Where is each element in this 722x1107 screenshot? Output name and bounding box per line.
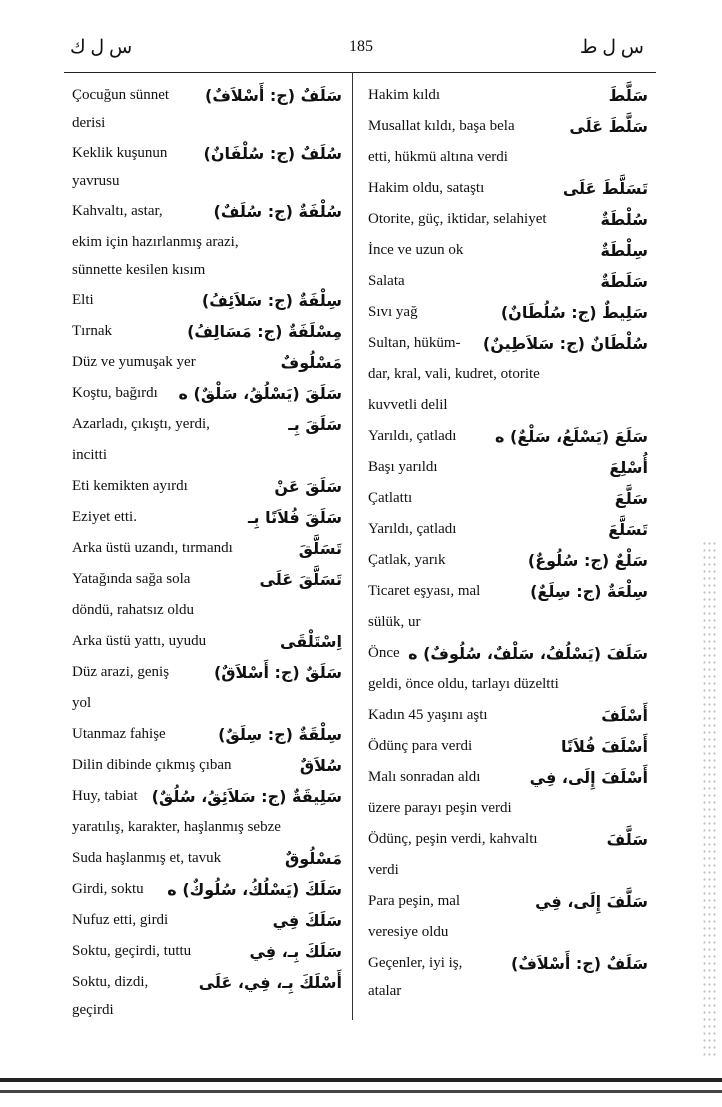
dictionary-line bbox=[72, 347, 342, 378]
dictionary-line bbox=[368, 576, 648, 607]
turkish-meaning: Hakim kıldı bbox=[368, 87, 441, 103]
arabic-headword: سُلاَقٌ bbox=[299, 756, 342, 775]
dictionary-line bbox=[72, 502, 342, 533]
turkish-meaning: geldi, önce oldu, tarlayı düzeltti bbox=[368, 676, 559, 692]
arabic-headword: سَلَّطَ عَلَى bbox=[569, 117, 648, 136]
dictionary-line bbox=[72, 316, 342, 347]
dictionary-line bbox=[368, 297, 648, 328]
dictionary-line bbox=[368, 359, 648, 390]
arabic-headword: أَسْلَفَ bbox=[601, 706, 648, 725]
turkish-meaning: Para peşin, mal bbox=[368, 893, 461, 909]
arabic-headword: سَلِيقَةٌ (ج: سَلاَئِقُ، سُلُقٌ) bbox=[151, 787, 342, 806]
arabic-headword: سُلْفَةٌ (ج: سُلَفٌ) bbox=[213, 202, 342, 221]
turkish-meaning: Soktu, geçirdi, tuttu bbox=[72, 943, 192, 959]
dictionary-line bbox=[72, 781, 342, 812]
arabic-headword: سِلْقَةٌ (ج: سِلَقٌ) bbox=[218, 725, 342, 744]
bottom-rule-lower bbox=[0, 1090, 722, 1093]
dictionary-line bbox=[368, 700, 648, 731]
turkish-meaning: incitti bbox=[72, 447, 107, 463]
arabic-headword: سَلَّفَ bbox=[606, 830, 648, 849]
dictionary-line bbox=[368, 204, 648, 235]
turkish-meaning: Önce bbox=[368, 645, 400, 661]
dictionary-line bbox=[72, 378, 342, 409]
header-rule bbox=[64, 72, 656, 73]
turkish-meaning: Yatağında sağa sola bbox=[72, 571, 191, 587]
arabic-headword: سَلَكَ بِـ، فِي bbox=[249, 942, 342, 961]
arabic-headword: سَلَقٌ (ج: أَسْلاَقٌ) bbox=[213, 663, 342, 682]
arabic-headword: تَسَلَّعَ bbox=[608, 520, 648, 539]
turkish-meaning: Arka üstü yattı, uyudu bbox=[72, 633, 207, 649]
arabic-headword: مَسْلُوقٌ bbox=[284, 849, 342, 868]
turkish-meaning: dar, kral, vali, kudret, otorite bbox=[368, 366, 540, 382]
turkish-meaning: Malı sonradan aldı bbox=[368, 769, 481, 785]
turkish-meaning: Eziyet etti. bbox=[72, 509, 137, 525]
arabic-headword: تَسَلَّقَ عَلَى bbox=[259, 570, 342, 589]
dictionary-line bbox=[368, 638, 648, 669]
turkish-meaning: döndü, rahatsız oldu bbox=[72, 602, 195, 618]
arabic-headword: سَلَطَةٌ bbox=[600, 272, 648, 291]
turkish-meaning: yavrusu bbox=[72, 173, 120, 189]
turkish-meaning: Dilin dibinde çıkmış çıban bbox=[72, 757, 232, 773]
turkish-meaning: Arka üstü uzandı, tırmandı bbox=[72, 540, 233, 556]
turkish-meaning: Koştu, bağırdı bbox=[72, 385, 158, 401]
dictionary-line bbox=[368, 514, 648, 545]
dictionary-line bbox=[368, 762, 648, 793]
dictionary-line bbox=[368, 669, 648, 700]
dictionary-line bbox=[72, 874, 342, 905]
header-root-left: س ل ك bbox=[70, 37, 133, 58]
turkish-meaning: Düz arazi, geniş bbox=[72, 664, 170, 680]
dictionary-line bbox=[368, 607, 648, 638]
column-divider bbox=[352, 72, 353, 1020]
scan-noise bbox=[702, 540, 716, 1060]
dictionary-line bbox=[368, 948, 648, 979]
arabic-headword: سَلَقَ فُلاَنًا بِـ bbox=[248, 508, 342, 527]
arabic-headword: أَسْلَفَ إِلَى، فِي bbox=[529, 768, 648, 787]
turkish-meaning: Kadın 45 yaşını aştı bbox=[368, 707, 488, 723]
turkish-meaning: Yarıldı, çatladı bbox=[368, 521, 457, 537]
turkish-meaning: etti, hükmü altına verdi bbox=[368, 149, 508, 165]
turkish-meaning: Soktu, dizdi, bbox=[72, 974, 149, 990]
dictionary-line bbox=[72, 564, 342, 595]
dictionary-line bbox=[368, 855, 648, 886]
arabic-headword: سَلَفٌ (ج: أَسْلاَفٌ) bbox=[205, 86, 342, 105]
turkish-meaning: Salata bbox=[368, 273, 405, 289]
arabic-headword: سَلَّطَ bbox=[608, 86, 648, 105]
dictionary-line bbox=[72, 440, 342, 471]
arabic-headword: سَلِيطٌ (ج: سُلُطَانٌ) bbox=[500, 303, 648, 322]
turkish-meaning: ekim için hazırlanmış arazi, bbox=[72, 234, 239, 250]
dictionary-line bbox=[368, 235, 648, 266]
dictionary-line bbox=[368, 545, 648, 576]
dictionary-line bbox=[368, 824, 648, 855]
dictionary-line bbox=[72, 936, 342, 967]
dictionary-line bbox=[72, 138, 342, 169]
arabic-headword: سَلَعَ (يَسْلَعُ، سَلْعٌ) ه bbox=[495, 427, 648, 446]
turkish-meaning: Hakim oldu, sataştı bbox=[368, 180, 485, 196]
turkish-meaning: Ödünç, peşin verdi, kahvaltı bbox=[368, 831, 538, 847]
dictionary-line bbox=[368, 173, 648, 204]
arabic-headword: أُسْلِعَ bbox=[609, 458, 648, 477]
right-column bbox=[368, 80, 648, 1006]
turkish-meaning: Geçenler, iyi iş, bbox=[368, 955, 463, 971]
dictionary-line bbox=[72, 812, 342, 843]
arabic-headword: سَلَكَ (يَسْلُكُ، سُلُوكٌ) ه bbox=[167, 880, 342, 899]
turkish-meaning: verdi bbox=[368, 862, 399, 878]
turkish-meaning: veresiye oldu bbox=[368, 924, 449, 940]
turkish-meaning: sünnette kesilen kısım bbox=[72, 262, 206, 278]
dictionary-line bbox=[368, 979, 648, 1006]
arabic-headword: سِلْعَةٌ (ج: سِلَعٌ) bbox=[530, 582, 648, 601]
turkish-meaning: Nufuz etti, girdi bbox=[72, 912, 169, 928]
dictionary-line bbox=[72, 998, 342, 1025]
dictionary-line bbox=[72, 258, 342, 285]
arabic-headword: سَلَقَ (يَسْلُقُ، سَلْقٌ) ه bbox=[178, 384, 342, 403]
turkish-meaning: geçirdi bbox=[72, 1002, 114, 1018]
dictionary-line bbox=[72, 688, 342, 719]
dictionary-line bbox=[368, 390, 648, 421]
dictionary-line bbox=[72, 196, 342, 227]
turkish-meaning: kuvvetli delil bbox=[368, 397, 448, 413]
arabic-headword: سَلَّعَ bbox=[614, 489, 648, 508]
arabic-headword: تَسَلَّطَ عَلَى bbox=[562, 179, 648, 198]
arabic-headword: سَلَقَ بِـ bbox=[288, 415, 342, 434]
arabic-headword: سَلَقَ عَنْ bbox=[274, 477, 342, 496]
turkish-meaning: Azarladı, çıkıştı, yerdi, bbox=[72, 416, 210, 432]
dictionary-line bbox=[368, 421, 648, 452]
dictionary-line bbox=[72, 533, 342, 564]
arabic-headword: أَسْلَفَ فُلاَنًا bbox=[560, 737, 648, 756]
arabic-headword: مِسْلَفَةٌ (ج: مَسَالِفُ) bbox=[187, 322, 342, 341]
dictionary-line bbox=[72, 595, 342, 626]
dictionary-line bbox=[368, 886, 648, 917]
turkish-meaning: Başı yarıldı bbox=[368, 459, 438, 475]
turkish-meaning: Sıvı yağ bbox=[368, 304, 418, 320]
turkish-meaning: Musallat kıldı, başa bela bbox=[368, 118, 515, 134]
turkish-meaning: Çatlattı bbox=[368, 490, 413, 506]
dictionary-line bbox=[368, 80, 648, 111]
dictionary-line bbox=[72, 285, 342, 316]
dictionary-line bbox=[368, 328, 648, 359]
dictionary-line bbox=[72, 905, 342, 936]
dictionary-line bbox=[368, 731, 648, 762]
turkish-meaning: Otorite, güç, iktidar, selahiyet bbox=[368, 211, 547, 227]
dictionary-line bbox=[72, 626, 342, 657]
dictionary-line bbox=[368, 483, 648, 514]
left-column bbox=[72, 80, 342, 1025]
arabic-headword: سُلْطَةٌ bbox=[600, 210, 648, 229]
turkish-meaning: yol bbox=[72, 695, 92, 711]
arabic-headword: سُلْطَانٌ (ج: سَلاَطِينٌ) bbox=[482, 334, 648, 353]
dictionary-line bbox=[72, 471, 342, 502]
arabic-headword: مَسْلُوفٌ bbox=[280, 353, 342, 372]
turkish-meaning: üzere parayı peşin verdi bbox=[368, 800, 512, 816]
header-root-right: س ل ط bbox=[579, 37, 644, 58]
arabic-headword: سَلَكَ فِي bbox=[272, 911, 342, 930]
dictionary-line bbox=[368, 266, 648, 297]
turkish-meaning: Eti kemikten ayırdı bbox=[72, 478, 188, 494]
turkish-meaning: Ödünç para verdi bbox=[368, 738, 473, 754]
arabic-headword: سَلْعٌ (ج: سُلُوعٌ) bbox=[527, 551, 648, 570]
arabic-headword: اِسْتَلْقَى bbox=[280, 632, 342, 651]
dictionary-line bbox=[368, 452, 648, 483]
arabic-headword: سَلَّفَ إِلَى، فِي bbox=[535, 892, 648, 911]
turkish-meaning: Tırnak bbox=[72, 323, 112, 339]
arabic-headword: أَسْلَكَ بِـ، فِي، عَلَى bbox=[198, 973, 342, 992]
arabic-headword: سَلَفٌ (ج: أَسْلاَفٌ) bbox=[511, 954, 648, 973]
turkish-meaning: sülük, ur bbox=[368, 614, 421, 630]
turkish-meaning: atalar bbox=[368, 983, 402, 999]
page-number: 185 bbox=[349, 38, 373, 55]
dictionary-line bbox=[368, 111, 648, 142]
dictionary-line bbox=[72, 227, 342, 258]
turkish-meaning: Çocuğun sünnet bbox=[72, 87, 170, 103]
dictionary-line bbox=[72, 111, 342, 138]
turkish-meaning: Çatlak, yarık bbox=[368, 552, 446, 568]
dictionary-line bbox=[368, 917, 648, 948]
turkish-meaning: Elti bbox=[72, 292, 94, 308]
bottom-rule bbox=[0, 1078, 722, 1082]
dictionary-line bbox=[72, 169, 342, 196]
turkish-meaning: Sultan, hüküm- bbox=[368, 335, 461, 351]
dictionary-line bbox=[368, 793, 648, 824]
turkish-meaning: Suda haşlanmış et, tavuk bbox=[72, 850, 222, 866]
turkish-meaning: derisi bbox=[72, 115, 106, 131]
arabic-headword: سَلَفَ (يَسْلُفُ، سَلْفٌ، سُلُوفٌ) ه bbox=[408, 644, 648, 663]
turkish-meaning: Keklik kuşunun bbox=[72, 145, 168, 161]
arabic-headword: سُلَفٌ (ج: سُلْفَانٌ) bbox=[203, 144, 342, 163]
dictionary-line bbox=[72, 657, 342, 688]
dictionary-line bbox=[72, 843, 342, 874]
turkish-meaning: Huy, tabiat bbox=[72, 788, 138, 804]
turkish-meaning: Utanmaz fahişe bbox=[72, 726, 166, 742]
dictionary-line bbox=[368, 142, 648, 173]
dictionary-line bbox=[72, 967, 342, 998]
arabic-headword: سِلْطَةٌ bbox=[600, 241, 648, 260]
dictionary-line bbox=[72, 409, 342, 440]
arabic-headword: تَسَلَّقَ bbox=[298, 539, 342, 558]
turkish-meaning: Girdi, soktu bbox=[72, 881, 144, 897]
turkish-meaning: İnce ve uzun ok bbox=[368, 242, 464, 258]
turkish-meaning: yaratılış, karakter, haşlanmış sebze bbox=[72, 819, 281, 835]
dictionary-line bbox=[72, 80, 342, 111]
turkish-meaning: Kahvaltı, astar, bbox=[72, 203, 163, 219]
turkish-meaning: Ticaret eşyası, mal bbox=[368, 583, 481, 599]
dictionary-line bbox=[72, 750, 342, 781]
dictionary-line bbox=[72, 719, 342, 750]
turkish-meaning: Düz ve yumuşak yer bbox=[72, 354, 196, 370]
arabic-headword: سِلْفَةٌ (ج: سَلاَئِفُ) bbox=[201, 291, 342, 310]
turkish-meaning: Yarıldı, çatladı bbox=[368, 428, 457, 444]
